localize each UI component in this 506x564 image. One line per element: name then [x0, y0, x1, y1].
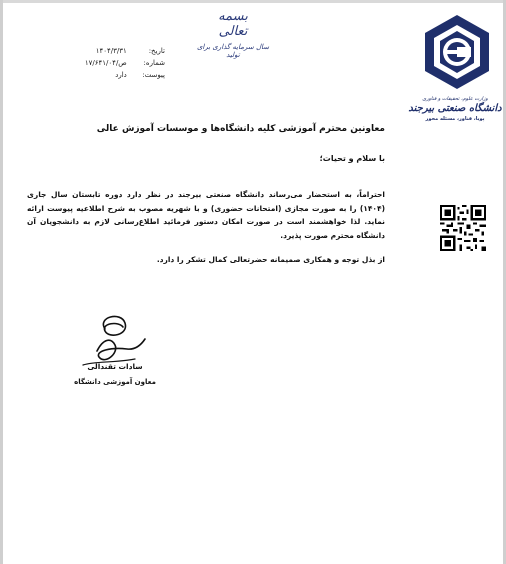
year-slogan: سال سرمایه گذاری برای تولید [196, 43, 270, 59]
date-label: تاریخ: [148, 47, 165, 55]
number-value: ۱۷/۶۴۱/ص/۰۴ [84, 59, 127, 67]
letter-meta [65, 45, 165, 81]
qr-code-icon[interactable] [440, 205, 486, 251]
date-value: ۱۴۰۴/۳/۳۱ [95, 47, 127, 55]
number-row [65, 57, 165, 69]
signer-title: معاون آموزشی دانشگاه [74, 378, 156, 386]
university-name: دانشگاه صنعتی بیرجند [408, 103, 502, 114]
ministry-name: وزارت علوم، تحقیقات و فناوری [422, 96, 488, 102]
greeting-line: با سلام و تحیات؛ [319, 154, 385, 163]
closing-line: از بذل توجه و همکاری صمیمانه حضرتعالی کمال تشکر را دارد. [156, 255, 385, 264]
recipient-line: معاونین محترم آموزشی کلیه دانشگاه‌ها و موسسات آموزش عالی [96, 124, 385, 134]
date-row [65, 45, 165, 57]
attachment-label: پیوست: [142, 71, 165, 79]
university-slogan: پویا، فناور، مسئله محور [425, 116, 485, 122]
attachment-row [65, 69, 165, 81]
signer-name: سادات تقندالی [87, 362, 143, 371]
organization-name [405, 96, 505, 123]
number-label: شماره: [143, 59, 165, 67]
university-logo-icon [421, 13, 493, 91]
letter-body: احتراماً، به استحضار می‌رساند دانشگاه صنعتی بیرجند در نظر دارد دوره تابستان سال جاری (۱۴۰۴) را به صورت مجازی (امتحانات حضوری) و با شهریه مصوب به شرح اطلاعیه پیوست ارائه نماید. لذا خواهشمند است در صورت امکان دستور فرمائید اطلاع‌رسانی لازم به دانشجویان آن دانشگاه محترم صورت پذیرد. [27, 190, 385, 240]
attachment-value: دارد [115, 71, 127, 79]
letter-page [3, 3, 503, 564]
basmala: بسمه تعالی [218, 9, 248, 39]
